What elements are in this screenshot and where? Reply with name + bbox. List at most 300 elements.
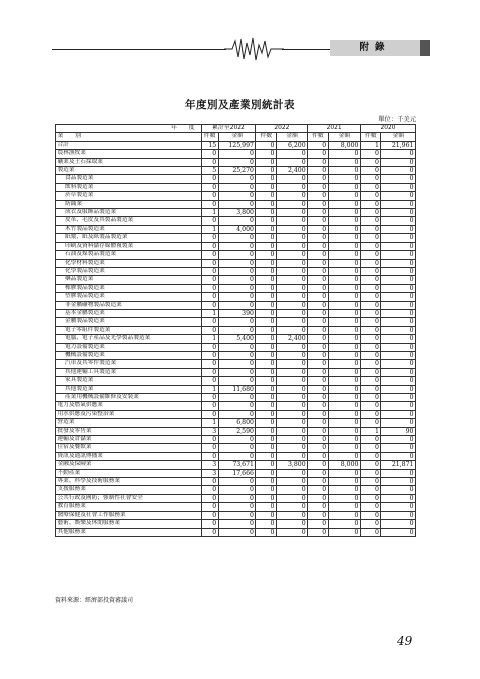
table-row (56, 351, 416, 359)
industry-name: 紙漿、紙及紙製品製造業 (56, 234, 202, 242)
count-cell: 0 (201, 242, 218, 250)
count-cell: 0 (360, 461, 380, 469)
count-cell: 0 (256, 335, 276, 343)
corner-year-label: 年 度 (56, 125, 202, 133)
amount-cell: 6,800 (218, 419, 256, 427)
amount-cell: 0 (381, 150, 416, 158)
amount-cell: 0 (218, 192, 256, 200)
amount-cell: 0 (381, 452, 416, 460)
count-cell: 0 (360, 343, 380, 351)
amount-header: 金額 (381, 133, 416, 141)
amount-cell: 0 (328, 385, 360, 393)
count-cell: 0 (308, 309, 328, 317)
amount-cell: 2,400 (276, 167, 307, 175)
count-cell: 0 (256, 410, 276, 418)
amount-cell: 0 (218, 503, 256, 511)
subheader-row (56, 133, 416, 141)
count-cell: 0 (308, 360, 328, 368)
amount-cell: 0 (328, 419, 360, 427)
amount-cell: 0 (328, 469, 360, 477)
year-header: 2022 (256, 125, 308, 133)
count-cell: 0 (201, 444, 218, 452)
amount-cell: 0 (328, 478, 360, 486)
count-cell: 0 (308, 410, 328, 418)
count-cell: 0 (308, 276, 328, 284)
amount-cell: 0 (276, 217, 307, 225)
count-cell: 0 (308, 343, 328, 351)
count-cell: 0 (201, 528, 218, 536)
table-row (56, 192, 416, 200)
count-cell: 0 (308, 419, 328, 427)
industry-name: 資訊及通訊傳播業 (56, 452, 202, 460)
count-cell: 0 (360, 217, 380, 225)
industry-name: 用水供應及污染整治業 (56, 410, 202, 418)
table-row (56, 175, 416, 183)
count-cell: 0 (256, 158, 276, 166)
amount-cell: 0 (328, 192, 360, 200)
page-title: 年度別及產業別統計表 (185, 99, 295, 111)
count-cell: 0 (256, 167, 276, 175)
amount-cell: 0 (328, 167, 360, 175)
count-cell: 0 (256, 234, 276, 242)
count-cell: 0 (308, 267, 328, 275)
count-cell: 0 (308, 469, 328, 477)
industry-name: 金融及保險業 (56, 461, 202, 469)
amount-cell: 0 (276, 511, 307, 519)
amount-cell: 0 (381, 385, 416, 393)
count-cell: 0 (308, 192, 328, 200)
amount-cell: 25,270 (218, 167, 256, 175)
amount-cell: 2,400 (276, 335, 307, 343)
table-row (56, 385, 416, 393)
table-row (56, 259, 416, 267)
amount-cell: 0 (381, 225, 416, 233)
industry-name: 飲料製造業 (56, 183, 202, 191)
amount-cell: 0 (381, 200, 416, 208)
count-cell: 0 (360, 503, 380, 511)
count-cell: 0 (360, 301, 380, 309)
count-cell: 0 (256, 183, 276, 191)
amount-cell: 0 (381, 419, 416, 427)
amount-cell: 0 (218, 318, 256, 326)
amount-cell: 0 (276, 469, 307, 477)
count-cell: 0 (256, 209, 276, 217)
amount-cell: 0 (276, 192, 307, 200)
amount-cell: 0 (328, 225, 360, 233)
amount-cell: 6,200 (276, 141, 307, 149)
amount-cell: 0 (381, 234, 416, 242)
count-cell: 0 (201, 267, 218, 275)
amount-cell: 0 (328, 318, 360, 326)
industry-name: 電子零組件製造業 (56, 326, 202, 334)
amount-cell: 0 (328, 351, 360, 359)
industry-name: 電腦、電子產品及光學製品製造業 (56, 335, 202, 343)
header-rule-right (282, 49, 332, 50)
count-cell: 0 (360, 360, 380, 368)
count-cell: 0 (201, 192, 218, 200)
amount-cell: 21,961 (381, 141, 416, 149)
amount-cell: 0 (218, 217, 256, 225)
count-cell: 0 (360, 402, 380, 410)
count-cell: 0 (360, 192, 380, 200)
count-cell: 0 (308, 520, 328, 528)
count-cell: 0 (360, 436, 380, 444)
count-cell: 0 (201, 394, 218, 402)
amount-cell: 0 (218, 343, 256, 351)
count-cell: 0 (256, 360, 276, 368)
count-cell: 3 (201, 427, 218, 435)
count-cell: 0 (308, 427, 328, 435)
header-rule-left (52, 49, 226, 50)
count-cell: 0 (360, 452, 380, 460)
table-row (56, 309, 416, 317)
table-row (56, 242, 416, 250)
industry-name: 皮革、毛皮及其製品製造業 (56, 217, 202, 225)
count-cell: 0 (360, 410, 380, 418)
count-cell: 0 (360, 183, 380, 191)
amount-cell: 0 (218, 175, 256, 183)
table-row (56, 251, 416, 259)
industry-name: 教育服務業 (56, 503, 202, 511)
amount-cell: 0 (381, 444, 416, 452)
count-header: 件數 (360, 133, 380, 141)
count-cell: 0 (308, 494, 328, 502)
count-cell: 0 (256, 478, 276, 486)
count-cell: 0 (308, 351, 328, 359)
amount-cell: 0 (381, 469, 416, 477)
count-cell: 0 (308, 478, 328, 486)
table-row (56, 209, 416, 217)
count-cell: 0 (360, 225, 380, 233)
count-cell: 0 (256, 318, 276, 326)
year-header: 2021 (308, 125, 361, 133)
table-row (56, 326, 416, 334)
count-cell: 0 (360, 318, 380, 326)
amount-cell: 0 (218, 520, 256, 528)
count-cell: 0 (201, 436, 218, 444)
industry-name: 製造業 (56, 167, 202, 175)
amount-cell: 0 (328, 209, 360, 217)
count-cell: 0 (256, 276, 276, 284)
count-cell: 0 (308, 511, 328, 519)
count-cell: 0 (256, 368, 276, 376)
amount-cell: 0 (276, 410, 307, 418)
amount-cell: 0 (218, 452, 256, 460)
industry-name: 住宿及餐飲業 (56, 444, 202, 452)
count-cell: 0 (360, 326, 380, 334)
amount-cell: 0 (328, 503, 360, 511)
heartbeat-wave-icon (224, 36, 284, 62)
amount-cell: 0 (218, 276, 256, 284)
amount-cell: 0 (276, 436, 307, 444)
amount-cell: 0 (381, 511, 416, 519)
count-cell: 0 (201, 183, 218, 191)
amount-cell: 73,671 (218, 461, 256, 469)
amount-cell: 0 (328, 293, 360, 301)
industry-name: 塑膠製品製造業 (56, 293, 202, 301)
statistics-table (55, 124, 416, 537)
count-cell: 0 (308, 183, 328, 191)
amount-cell: 0 (276, 183, 307, 191)
count-cell: 0 (256, 528, 276, 536)
amount-cell: 0 (276, 377, 307, 385)
amount-header: 金額 (276, 133, 307, 141)
count-cell: 0 (201, 511, 218, 519)
amount-cell: 125,997 (218, 141, 256, 149)
amount-cell: 0 (381, 217, 416, 225)
count-cell: 0 (360, 175, 380, 183)
amount-cell: 0 (328, 301, 360, 309)
amount-cell: 0 (276, 200, 307, 208)
industry-name: 公共行政及國防；強制性社會安全 (56, 494, 202, 502)
count-cell: 0 (308, 150, 328, 158)
amount-cell: 0 (328, 494, 360, 502)
amount-cell: 0 (218, 158, 256, 166)
amount-cell: 0 (276, 343, 307, 351)
amount-cell: 0 (381, 175, 416, 183)
count-cell: 0 (360, 377, 380, 385)
amount-cell: 0 (276, 486, 307, 494)
amount-cell: 0 (276, 444, 307, 452)
count-cell: 0 (256, 217, 276, 225)
count-cell: 0 (201, 259, 218, 267)
amount-cell: 0 (218, 251, 256, 259)
amount-cell: 0 (381, 318, 416, 326)
amount-cell: 0 (328, 402, 360, 410)
amount-cell: 0 (218, 351, 256, 359)
count-cell: 0 (201, 368, 218, 376)
amount-cell: 0 (381, 351, 416, 359)
amount-cell: 0 (381, 503, 416, 511)
count-cell: 0 (308, 259, 328, 267)
industry-name: 成衣及服飾品製造業 (56, 209, 202, 217)
year-header-row (56, 125, 416, 133)
amount-cell: 0 (328, 242, 360, 250)
amount-cell: 0 (328, 528, 360, 536)
amount-cell: 0 (381, 276, 416, 284)
amount-cell: 3,800 (276, 461, 307, 469)
year-header: 累計至2022 (201, 125, 256, 133)
table-row (56, 200, 416, 208)
industry-name: 橡膠製品製造業 (56, 284, 202, 292)
table-row (56, 368, 416, 376)
amount-cell: 0 (276, 175, 307, 183)
amount-cell: 0 (218, 368, 256, 376)
industry-name: 其他運輸工具製造業 (56, 368, 202, 376)
amount-cell: 0 (381, 284, 416, 292)
count-cell: 0 (256, 343, 276, 351)
table-row (56, 520, 416, 528)
count-cell: 0 (256, 326, 276, 334)
table-row (56, 452, 416, 460)
table-row (56, 427, 416, 435)
count-cell: 0 (256, 520, 276, 528)
count-cell: 0 (360, 520, 380, 528)
amount-cell: 0 (276, 150, 307, 158)
count-cell: 0 (256, 377, 276, 385)
industry-name: 食品製造業 (56, 175, 202, 183)
count-cell: 0 (360, 528, 380, 536)
amount-cell: 0 (276, 267, 307, 275)
count-cell: 0 (256, 452, 276, 460)
count-cell: 0 (360, 259, 380, 267)
table-row (56, 394, 416, 402)
amount-cell: 0 (328, 251, 360, 259)
table-row (56, 234, 416, 242)
amount-cell: 0 (381, 183, 416, 191)
amount-cell: 0 (276, 528, 307, 536)
table-row (56, 377, 416, 385)
count-cell: 0 (308, 234, 328, 242)
amount-cell: 0 (276, 326, 307, 334)
table-row (56, 419, 416, 427)
industry-name: 藥品製造業 (56, 276, 202, 284)
count-cell: 0 (256, 267, 276, 275)
count-cell: 0 (308, 444, 328, 452)
count-cell: 1 (201, 209, 218, 217)
amount-cell: 0 (381, 368, 416, 376)
count-cell: 0 (256, 436, 276, 444)
count-cell: 0 (201, 343, 218, 351)
table-row (56, 436, 416, 444)
count-cell: 0 (256, 351, 276, 359)
amount-cell: 0 (328, 486, 360, 494)
count-cell: 0 (360, 335, 380, 343)
amount-cell: 0 (218, 494, 256, 502)
count-cell: 0 (201, 175, 218, 183)
amount-cell: 0 (381, 528, 416, 536)
count-cell: 0 (201, 158, 218, 166)
count-cell: 0 (360, 351, 380, 359)
amount-cell: 0 (328, 150, 360, 158)
count-cell: 0 (360, 419, 380, 427)
amount-cell: 0 (218, 511, 256, 519)
count-cell: 0 (360, 385, 380, 393)
count-cell: 0 (201, 452, 218, 460)
count-cell: 0 (360, 469, 380, 477)
count-cell: 0 (308, 242, 328, 250)
amount-cell: 0 (381, 520, 416, 528)
count-cell: 0 (360, 309, 380, 317)
industry-name: 其他服務業 (56, 528, 202, 536)
count-cell: 0 (360, 167, 380, 175)
amount-cell: 0 (381, 209, 416, 217)
table-row (56, 503, 416, 511)
amount-cell: 0 (381, 402, 416, 410)
amount-cell: 3,800 (218, 209, 256, 217)
amount-cell: 0 (276, 394, 307, 402)
amount-cell: 0 (218, 183, 256, 191)
table-row (56, 461, 416, 469)
amount-cell: 0 (218, 284, 256, 292)
amount-cell: 0 (381, 242, 416, 250)
amount-cell: 0 (218, 242, 256, 250)
industry-name: 化學製品製造業 (56, 267, 202, 275)
amount-cell: 0 (381, 394, 416, 402)
count-cell: 0 (256, 461, 276, 469)
industry-name: 不動產業 (56, 469, 202, 477)
amount-cell: 0 (276, 368, 307, 376)
count-cell: 0 (308, 528, 328, 536)
amount-cell: 0 (276, 301, 307, 309)
count-cell: 3 (201, 469, 218, 477)
industry-name: 基本金屬製造業 (56, 309, 202, 317)
amount-cell: 0 (381, 494, 416, 502)
amount-cell: 0 (328, 276, 360, 284)
amount-cell: 0 (218, 234, 256, 242)
corner-industry-label: 業 別 (56, 133, 202, 141)
amount-cell: 0 (276, 419, 307, 427)
amount-cell: 0 (218, 377, 256, 385)
count-cell: 1 (360, 427, 380, 435)
count-cell: 0 (360, 293, 380, 301)
count-cell: 0 (201, 360, 218, 368)
count-cell: 0 (201, 217, 218, 225)
count-cell: 0 (201, 318, 218, 326)
table-row (56, 528, 416, 536)
count-cell: 0 (308, 326, 328, 334)
count-cell: 0 (256, 394, 276, 402)
amount-cell: 0 (328, 267, 360, 275)
industry-name: 家具製造業 (56, 377, 202, 385)
count-cell: 0 (201, 520, 218, 528)
count-cell: 0 (308, 402, 328, 410)
industry-name: 其他製造業 (56, 385, 202, 393)
amount-cell: 0 (276, 242, 307, 250)
industry-name: 菸草製造業 (56, 192, 202, 200)
table-row (56, 276, 416, 284)
count-cell: 0 (360, 209, 380, 217)
count-cell: 0 (308, 394, 328, 402)
table-row (56, 402, 416, 410)
amount-cell: 0 (328, 343, 360, 351)
count-cell: 0 (308, 436, 328, 444)
table-row (56, 335, 416, 343)
amount-cell: 0 (381, 436, 416, 444)
amount-cell: 0 (381, 167, 416, 175)
amount-cell: 0 (276, 284, 307, 292)
count-cell: 0 (308, 200, 328, 208)
count-cell: 0 (360, 284, 380, 292)
count-cell: 0 (308, 486, 328, 494)
industry-name: 木竹製品製造業 (56, 225, 202, 233)
count-cell: 0 (308, 141, 328, 149)
amount-cell: 0 (381, 267, 416, 275)
count-cell: 0 (256, 419, 276, 427)
industry-name: 石油及煤製品製造業 (56, 251, 202, 259)
industry-name: 金屬製品製造業 (56, 318, 202, 326)
amount-cell: 390 (218, 309, 256, 317)
count-cell: 0 (201, 486, 218, 494)
count-cell: 0 (256, 293, 276, 301)
amount-cell: 0 (218, 410, 256, 418)
amount-header: 金額 (218, 133, 256, 141)
amount-cell: 0 (276, 234, 307, 242)
amount-cell: 0 (276, 259, 307, 267)
amount-cell: 0 (381, 335, 416, 343)
table-row (56, 158, 416, 166)
amount-cell: 0 (218, 528, 256, 536)
table-row (56, 284, 416, 292)
amount-cell: 0 (328, 444, 360, 452)
count-cell: 1 (201, 419, 218, 427)
count-cell: 0 (360, 478, 380, 486)
table-row (56, 511, 416, 519)
count-cell: 0 (308, 158, 328, 166)
amount-cell: 0 (328, 217, 360, 225)
appendix-tab: 附錄 (330, 40, 430, 56)
table-row (56, 225, 416, 233)
